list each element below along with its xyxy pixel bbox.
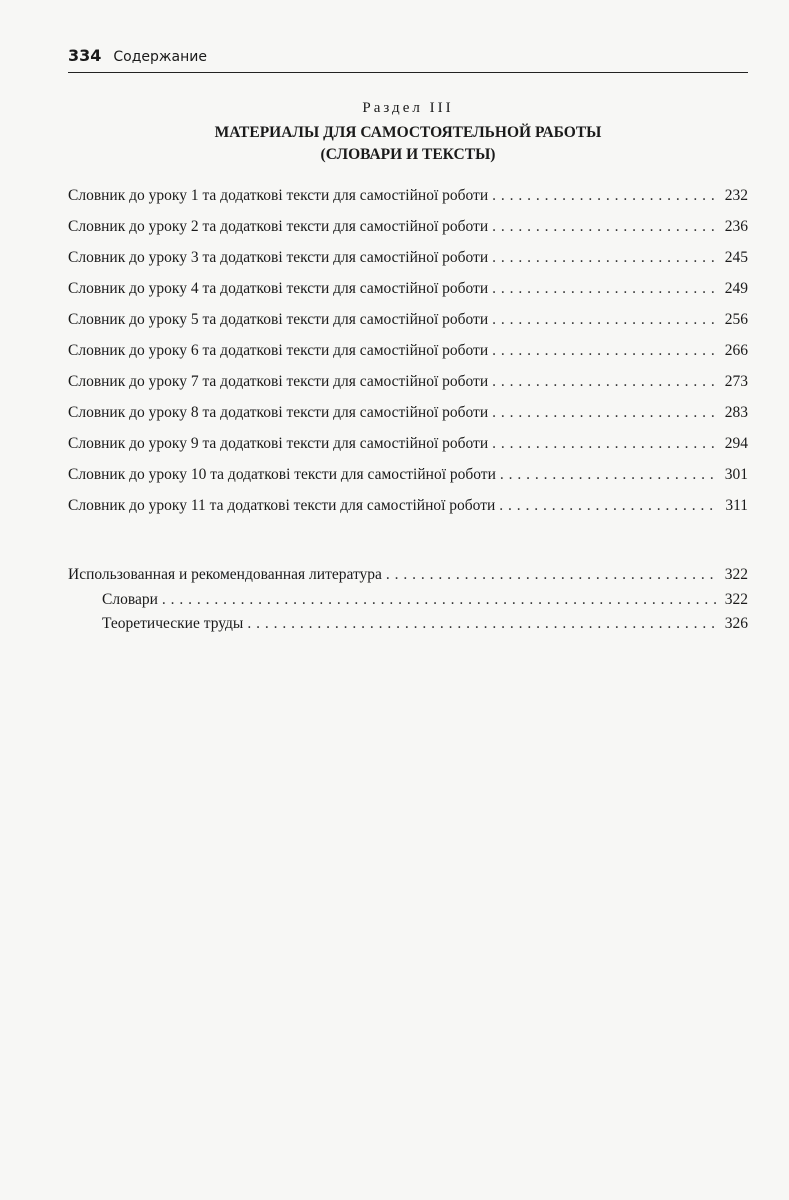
toc-entry-page: 311 — [725, 497, 748, 514]
toc-entry[interactable] — [68, 311, 748, 342]
toc-entry[interactable] — [68, 497, 748, 528]
toc-entry[interactable] — [68, 280, 748, 311]
toc-entry-label: Словари — [102, 590, 158, 608]
toc-entry-page: 322 — [724, 566, 748, 583]
toc-entry-page: 326 — [724, 615, 748, 632]
dot-leader — [162, 591, 716, 609]
toc-entry-page: 245 — [724, 249, 748, 266]
toc-entry-label: Словник до уроку 9 та додаткові тексти для самостійної роботи — [68, 435, 489, 452]
toc-entry-label: Словник до уроку 5 та додаткові тексти для самостійної роботи — [68, 311, 489, 328]
toc-lessons-list — [68, 187, 748, 528]
section-title-line-1: МАТЕРИАЛЫ ДЛЯ САМОСТОЯТЕЛЬНОЙ РАБОТЫ — [214, 124, 602, 141]
dot-leader — [247, 615, 716, 633]
toc-entry-page: 283 — [724, 404, 748, 421]
toc-entry[interactable] — [68, 342, 748, 373]
toc-entry[interactable] — [68, 249, 748, 280]
toc-entry-label: Использованная и рекомендованная литература — [68, 566, 382, 583]
dot-leader — [492, 311, 716, 329]
dot-leader — [492, 249, 716, 267]
toc-entry-label: Словник до уроку 10 та додаткові тексти для самостійної роботи — [68, 466, 496, 483]
running-head — [68, 46, 748, 68]
toc-entry-label: Словник до уроку 1 та додаткові тексти для самостійної роботи — [68, 187, 489, 204]
toc-entry-page: 232 — [724, 187, 748, 204]
toc-entry-label: Словник до уроку 3 та додаткові тексти для самостійної роботи — [68, 249, 489, 266]
toc-entry-label: Словник до уроку 6 та додаткові тексти для самостійної роботи — [68, 342, 489, 359]
toc-entry-page: 256 — [724, 311, 748, 328]
toc-entry-label: Словник до уроку 2 та додаткові тексти для самостійної роботи — [68, 218, 489, 235]
toc-entry-page: 273 — [724, 373, 748, 390]
header-rule — [68, 72, 748, 73]
dot-leader — [492, 218, 716, 236]
toc-entry[interactable] — [68, 404, 748, 435]
toc-entry-page: 322 — [724, 590, 748, 608]
toc-entry-page: 236 — [724, 218, 748, 235]
toc-entry-page: 266 — [724, 342, 748, 359]
dot-leader — [386, 566, 716, 584]
toc-entry[interactable] — [68, 435, 748, 466]
section-title — [68, 122, 748, 166]
dot-leader — [492, 373, 716, 391]
toc-entry-label: Словник до уроку 8 та додаткові тексти для самостійної роботи — [68, 404, 489, 421]
dot-leader — [492, 435, 716, 453]
toc-entry-label: Словник до уроку 7 та додаткові тексти для самостійної роботи — [68, 373, 489, 390]
dot-leader — [492, 280, 716, 298]
dot-leader — [492, 404, 716, 422]
dot-leader — [500, 466, 716, 484]
toc-entry-label: Словник до уроку 11 та додаткові тексти для самостійної роботи — [68, 497, 496, 514]
toc-entry-page: 301 — [724, 466, 748, 483]
section-title-line-2: (СЛОВАРИ И ТЕКСТЫ) — [320, 146, 496, 163]
dot-leader — [492, 187, 716, 205]
toc-entry[interactable] — [68, 373, 748, 404]
toc-entry[interactable] — [68, 218, 748, 249]
toc-subentry[interactable] — [68, 615, 748, 640]
page-number: 334 — [68, 46, 102, 65]
toc-entry-label: Словник до уроку 4 та додаткові тексти для самостійної роботи — [68, 280, 489, 297]
toc-entry[interactable] — [68, 466, 748, 497]
toc-entry[interactable] — [68, 187, 748, 218]
toc-subentry[interactable] — [68, 591, 748, 616]
running-title: Содержание — [113, 49, 207, 65]
toc-entry[interactable] — [68, 566, 748, 591]
dot-leader — [499, 497, 716, 515]
dot-leader — [492, 342, 716, 360]
toc-entry-page: 294 — [724, 435, 748, 452]
toc-entry-page: 249 — [724, 280, 748, 297]
toc-literature-list — [68, 566, 748, 640]
toc-entry-label: Теоретические труды — [102, 615, 244, 632]
section-label: Раздел III — [362, 100, 454, 116]
